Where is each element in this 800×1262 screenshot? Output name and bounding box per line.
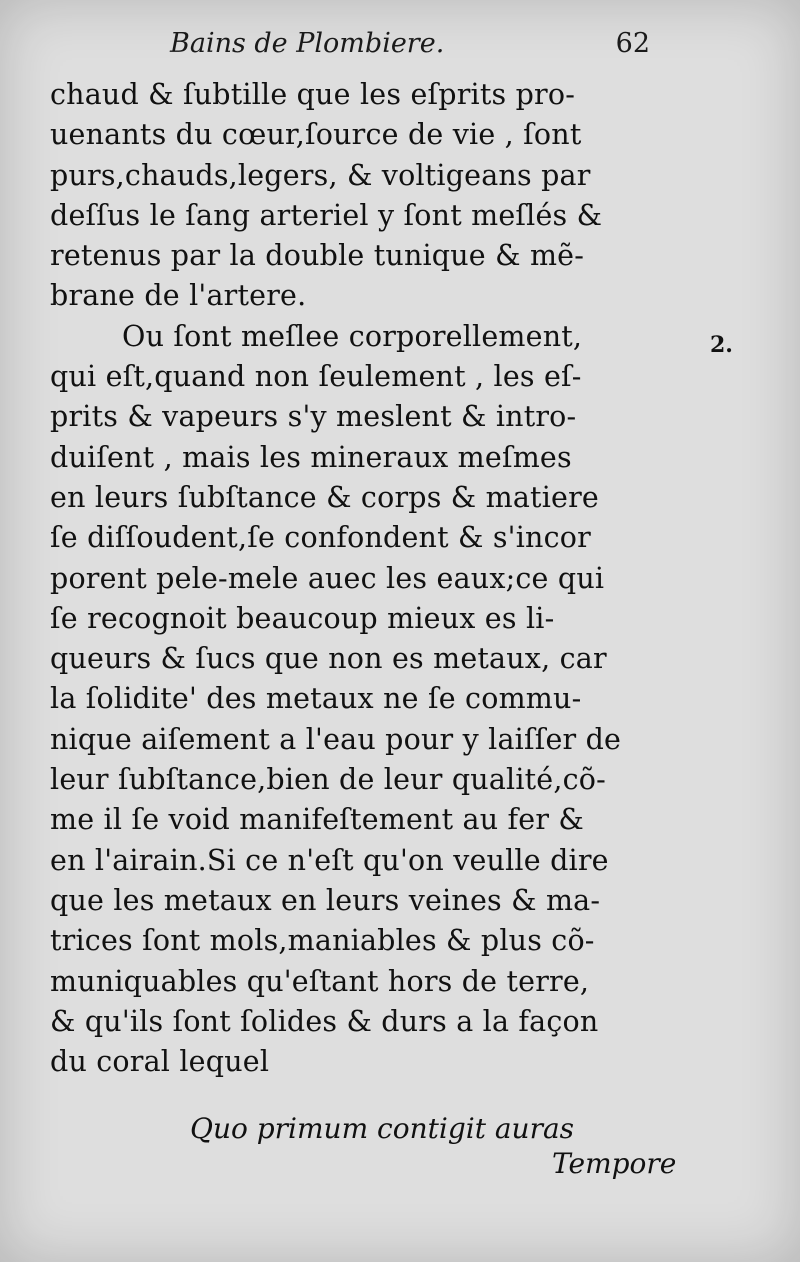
italic-quotation: Quo primum contigit auras bbox=[190, 1112, 575, 1145]
text-line: porent pele-mele auec les eaux;ce qui bbox=[50, 561, 605, 595]
page-header bbox=[170, 28, 650, 68]
marginal-note: 2. bbox=[710, 332, 733, 358]
paragraph-start-line: Ou ſont meſlee corporellement, bbox=[122, 319, 583, 353]
text-line: purs,chauds,legers, & voltigeans par bbox=[50, 158, 591, 192]
text-line: la ſolidite' des metaux ne ſe commu- bbox=[50, 682, 582, 716]
text-line: queurs & ſucs que non es metaux, car bbox=[50, 642, 607, 676]
body-text bbox=[50, 75, 660, 1082]
text-line: muniquables qu'eſtant hors de terre, bbox=[50, 964, 590, 998]
page-number: 62 bbox=[615, 28, 650, 59]
text-line: trices ſont mols,maniables & plus cõ- bbox=[50, 924, 595, 958]
text-line: leur ſubſtance,bien de leur qualité,cõ- bbox=[50, 763, 606, 797]
catchword: Tempore bbox=[552, 1147, 677, 1180]
text-line: uenants du cœur,ſource de vie , ſont bbox=[50, 118, 582, 152]
text-line: qui eſt,quand non ſeulement , les eſ- bbox=[50, 360, 582, 394]
text-line: me il ſe void manifeſtement au fer & bbox=[50, 803, 584, 837]
text-line: ſe recognoit beaucoup mieux es li- bbox=[50, 601, 555, 635]
running-title: Bains de Plombiere. bbox=[170, 28, 445, 59]
text-line: ſe diſſoudent,ſe confondent & s'incor bbox=[50, 521, 591, 555]
text-line: du coral lequel bbox=[50, 1045, 270, 1079]
text-line: brane de l'artere. bbox=[50, 279, 307, 313]
text-line: chaud & ſubtille que les eſprits pro- bbox=[50, 78, 576, 111]
text-line: duiſent , mais les mineraux meſmes bbox=[50, 440, 572, 474]
text-line: prits & vapeurs s'y meslent & intro- bbox=[50, 400, 577, 434]
text-line: nique aiſement a l'eau pour y laiſſer de bbox=[50, 722, 622, 756]
text-line: & qu'ils ſont ſolides & durs a la façon bbox=[50, 1004, 599, 1038]
text-line: en leurs ſubſtance & corps & matiere bbox=[50, 480, 599, 514]
text-line: retenus par la double tunique & mẽ- bbox=[50, 239, 585, 273]
text-line: deſſus le ſang arteriel y ſont meſlés & bbox=[50, 198, 603, 232]
text-line: que les metaux en leurs veines & ma- bbox=[50, 883, 601, 917]
text-line: en l'airain.Si ce n'eſt qu'on veulle dire bbox=[50, 843, 609, 877]
